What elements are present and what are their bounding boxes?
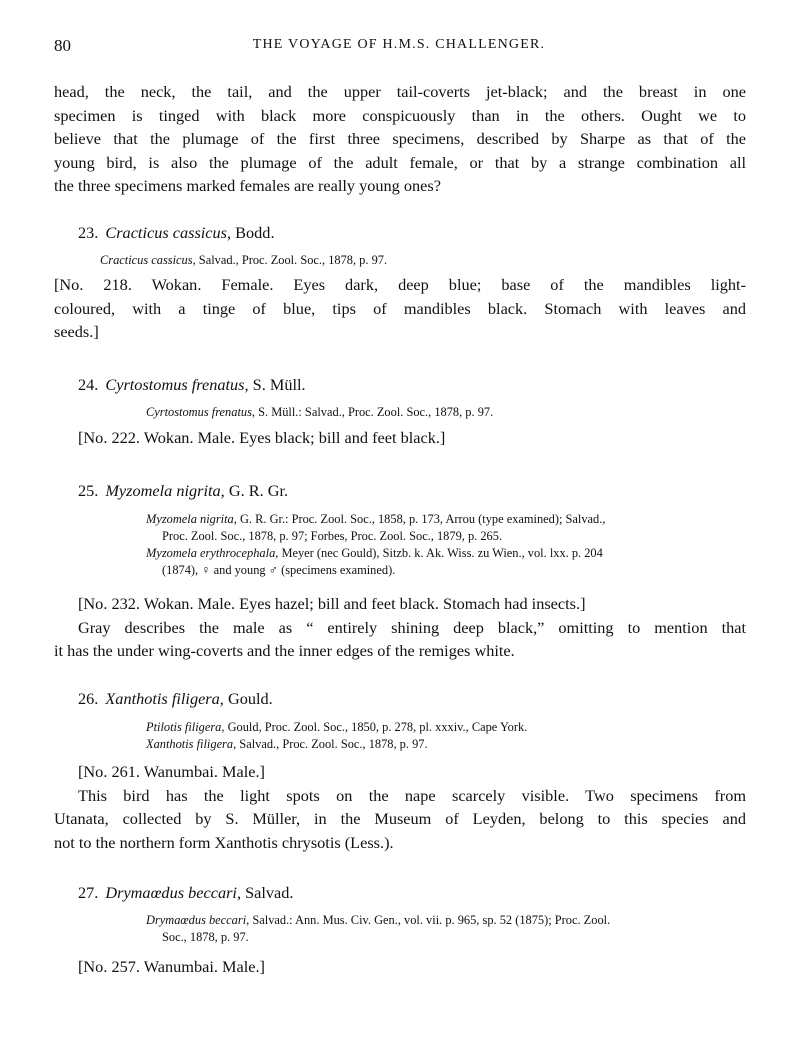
- note-line: [No. 232. Wokan. Male. Eyes hazel; bill and feet black. Stomach had insects.]: [78, 594, 586, 613]
- references-26: [146, 719, 746, 753]
- note-line: coloured, with a tinge of blue, tips of mandibles black. Stomach with leaves and: [54, 298, 746, 318]
- references-24: [146, 404, 706, 421]
- species-name: Cyrtostomus frenatus,: [105, 375, 249, 394]
- intro-line: young bird, is also the plumage of the adult female, or that by a strange combination all: [54, 152, 746, 172]
- reference: [146, 912, 746, 929]
- species-number: 25.: [78, 481, 99, 500]
- reference-text: Salvad.: Ann. Mus. Civ. Gen., vol. vii. p. 965, sp. 52 (1875); Proc. Zool.: [252, 913, 611, 927]
- reference: [146, 736, 746, 753]
- note-25: [54, 592, 746, 663]
- species-number: 27.: [78, 883, 99, 902]
- species-authority: G. R. Gr.: [228, 481, 289, 500]
- note-line: Gray describes the male as “ entirely shining deep black,” omitting to mention that: [78, 617, 746, 637]
- note-27: [78, 955, 746, 979]
- intro-line: the three specimens marked females are really young ones?: [54, 176, 441, 195]
- species-name: Drymaœdus beccari,: [105, 883, 242, 902]
- reference-name: Myzomela erythrocephala,: [146, 546, 279, 560]
- reference-name: Cracticus cassicus,: [100, 253, 196, 267]
- species-authority: Salvad.: [245, 883, 294, 902]
- reference-name: Cyrtostomus frenatus,: [146, 405, 255, 419]
- species-name: Cracticus cassicus,: [105, 223, 232, 242]
- species-heading-23: [78, 222, 275, 244]
- note-line: not to the northern form Xanthotis chrysotis (Less.).: [54, 832, 394, 852]
- species-number: 24.: [78, 375, 99, 394]
- species-heading-25: [78, 480, 288, 502]
- intro-line: believe that the plumage of the first three specimens, described by Sharpe as that of the: [54, 129, 746, 148]
- reference-continuation: Proc. Zool. Soc., 1878, p. 97; Forbes, Proc. Zool. Soc., 1879, p. 265.: [162, 529, 503, 543]
- species-heading-24: [78, 374, 306, 396]
- note-line: [No. 257. Wanumbai. Male.]: [78, 957, 265, 976]
- reference-name: Myzomela nigrita,: [146, 512, 237, 526]
- intro-line: specimen is tinged with black more conspicuously than in the others. Ought we to: [54, 105, 746, 125]
- reference: [100, 252, 720, 269]
- note-23: [54, 273, 746, 344]
- reference-name: Drymaœdus beccari,: [146, 913, 250, 927]
- references-23: [100, 252, 720, 269]
- note-line: [No. 261. Wanumbai. Male.]: [78, 762, 265, 781]
- reference: [146, 511, 746, 528]
- reference-text: Meyer (nec Gould), Sitzb. k. Ak. Wiss. zu Wien., vol. lxx. p. 204: [281, 546, 603, 560]
- note-24: [78, 426, 746, 450]
- reference-name: Xanthotis filigera,: [146, 737, 237, 751]
- species-name: Xanthotis filigera,: [105, 689, 224, 708]
- species-number: 23.: [78, 223, 99, 242]
- reference-name: Ptilotis filigera,: [146, 720, 225, 734]
- species-heading-26: [78, 688, 273, 710]
- species-authority: Gould.: [227, 689, 273, 708]
- species-name: Myzomela nigrita,: [105, 481, 225, 500]
- references-25: [146, 511, 746, 579]
- reference-text: G. R. Gr.: Proc. Zool. Soc., 1858, p. 173, Arrou (type examined); Salvad.,: [239, 512, 606, 526]
- reference-text: Salvad., Proc. Zool. Soc., 1878, p. 97.: [239, 737, 428, 751]
- species-authority: Bodd.: [235, 223, 275, 242]
- reference-text: Gould, Proc. Zool. Soc., 1850, p. 278, pl. xxxiv., Cape York.: [227, 720, 528, 734]
- reference-text: S. Müll.: Salvad., Proc. Zool. Soc., 1878, p. 97.: [258, 405, 494, 419]
- references-27: [146, 912, 746, 946]
- reference-text: Salvad., Proc. Zool. Soc., 1878, p. 97.: [198, 253, 388, 267]
- note-line: seeds.]: [54, 322, 99, 341]
- note-line: [No. 222. Wokan. Male. Eyes black; bill and feet black.]: [78, 428, 446, 447]
- species-number: 26.: [78, 689, 99, 708]
- page-number: 80: [54, 36, 71, 55]
- note-26: [54, 760, 746, 854]
- reference: [146, 719, 746, 736]
- page-header: [54, 36, 744, 58]
- reference: [146, 404, 706, 421]
- note-line: Utanata, collected by S. Müller, in the Museum of Leyden, belong to this species and: [54, 809, 746, 828]
- intro-line: head, the neck, the tail, and the upper tail-coverts jet-black; and the breast in one: [54, 82, 746, 101]
- reference: [146, 545, 746, 562]
- note-line: [No. 218. Wokan. Female. Eyes dark, deep blue; base of the mandibles light-: [54, 275, 746, 294]
- species-heading-27: [78, 882, 293, 904]
- running-title: THE VOYAGE OF H.M.S. CHALLENGER.: [252, 37, 546, 52]
- intro-paragraph: [54, 80, 746, 198]
- note-line: it has the under wing-coverts and the inner edges of the remiges white.: [54, 641, 515, 660]
- note-line: This bird has the light spots on the nape scarcely visible. Two specimens from: [78, 785, 746, 805]
- reference-continuation: Soc., 1878, p. 97.: [162, 930, 249, 944]
- species-authority: S. Müll.: [252, 375, 306, 394]
- reference-continuation: (1874), ♀ and young ♂ (specimens examined).: [162, 563, 396, 577]
